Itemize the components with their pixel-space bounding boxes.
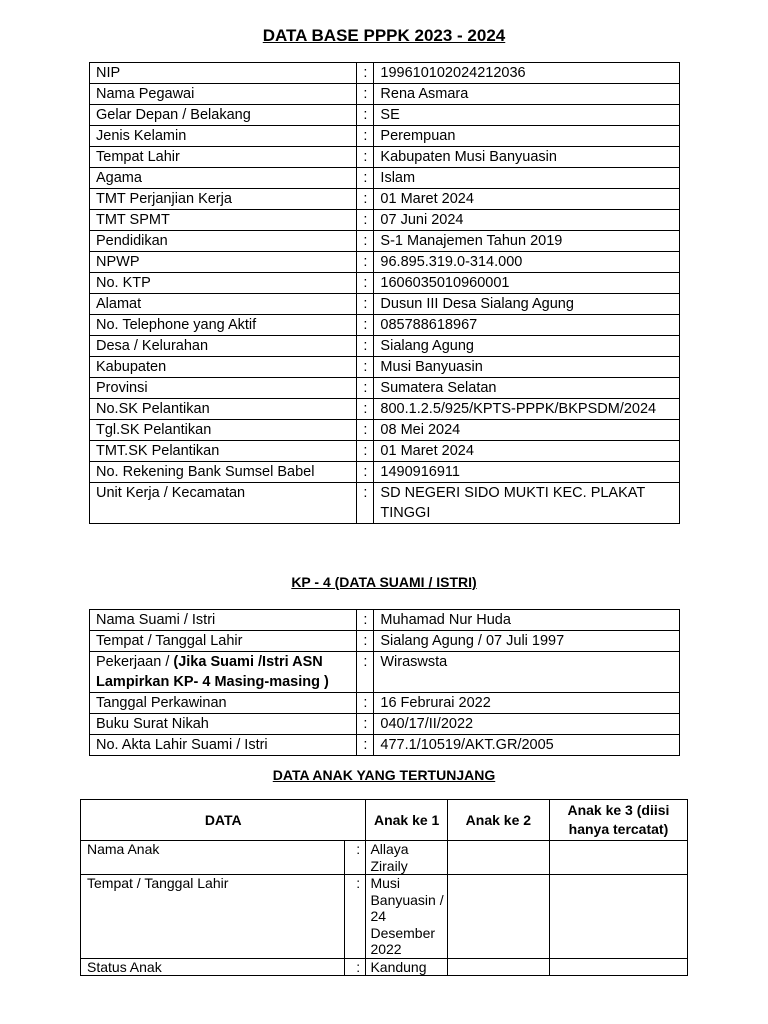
field-value: 1606035010960001 bbox=[374, 273, 680, 294]
table-row bbox=[81, 958, 688, 976]
colon-separator: : bbox=[357, 441, 374, 462]
table-row bbox=[90, 462, 680, 483]
field-value: Sumatera Selatan bbox=[374, 378, 680, 399]
table-row bbox=[90, 714, 680, 735]
children-header-row bbox=[81, 800, 688, 841]
field-label: TMT Perjanjian Kerja bbox=[90, 189, 357, 210]
colon-separator: : bbox=[357, 126, 374, 147]
field-value: Musi Banyuasin bbox=[374, 357, 680, 378]
table-row bbox=[90, 273, 680, 294]
table-row bbox=[90, 735, 680, 756]
field-label: Agama bbox=[90, 168, 357, 189]
field-value: 16 Februrai 2022 bbox=[374, 693, 680, 714]
colon-separator: : bbox=[357, 714, 374, 735]
colon-separator: : bbox=[357, 610, 374, 631]
header-anak-1: Anak ke 1 bbox=[366, 800, 447, 841]
anak-1-value: Allaya Ziraily bbox=[366, 841, 447, 875]
field-value: 07 Juni 2024 bbox=[374, 210, 680, 231]
colon-separator: : bbox=[357, 483, 374, 524]
field-value: 040/17/II/2022 bbox=[374, 714, 680, 735]
field-value: Kabupaten Musi Banyuasin bbox=[374, 147, 680, 168]
field-label bbox=[90, 714, 357, 735]
field-label: Gelar Depan / Belakang bbox=[90, 105, 357, 126]
table-row bbox=[90, 652, 680, 693]
colon-separator: : bbox=[357, 357, 374, 378]
colon-separator: : bbox=[357, 420, 374, 441]
field-label-text: No. Akta Lahir Suami / Istri bbox=[96, 737, 268, 753]
field-value: SE bbox=[374, 105, 680, 126]
field-value: 01 Maret 2024 bbox=[374, 441, 680, 462]
field-value: 085788618967 bbox=[374, 315, 680, 336]
colon-separator: : bbox=[357, 294, 374, 315]
field-value: Sialang Agung bbox=[374, 336, 680, 357]
field-label: Pendidikan bbox=[90, 231, 357, 252]
field-label: Nama Pegawai bbox=[90, 84, 357, 105]
field-label-text: Buku Surat Nikah bbox=[96, 716, 209, 732]
field-label-text: Pekerjaan / bbox=[96, 654, 174, 670]
table-row bbox=[90, 315, 680, 336]
field-value: 08 Mei 2024 bbox=[374, 420, 680, 441]
table-row bbox=[81, 841, 688, 875]
field-label: NIP bbox=[90, 63, 357, 84]
table-row bbox=[90, 357, 680, 378]
table-row bbox=[90, 631, 680, 652]
employee-data-table bbox=[89, 62, 680, 524]
field-label bbox=[90, 631, 357, 652]
field-label: Provinsi bbox=[90, 378, 357, 399]
table-row bbox=[90, 294, 680, 315]
field-label bbox=[90, 652, 357, 693]
table-row bbox=[90, 105, 680, 126]
field-value: Wiraswsta bbox=[374, 652, 680, 693]
field-value: 477.1/10519/AKT.GR/2005 bbox=[374, 735, 680, 756]
table-row bbox=[90, 336, 680, 357]
field-label bbox=[90, 735, 357, 756]
colon-separator: : bbox=[357, 252, 374, 273]
colon-separator: : bbox=[344, 841, 366, 875]
anak-2-value bbox=[447, 875, 549, 959]
field-value: Sialang Agung / 07 Juli 1997 bbox=[374, 631, 680, 652]
colon-separator: : bbox=[357, 378, 374, 399]
field-label: Tempat / Tanggal Lahir bbox=[81, 875, 345, 959]
header-anak-2: Anak ke 2 bbox=[447, 800, 549, 841]
children-data-table bbox=[80, 799, 688, 976]
field-label bbox=[90, 610, 357, 631]
field-label: Status Anak bbox=[81, 958, 345, 976]
page-title: DATA BASE PPPK 2023 - 2024 bbox=[262, 26, 506, 45]
anak-1-value: Musi Banyuasin / 24 Desember 2022 bbox=[366, 875, 447, 959]
field-label: Tgl.SK Pelantikan bbox=[90, 420, 357, 441]
colon-separator: : bbox=[357, 105, 374, 126]
children-section-title: DATA ANAK YANG TERTUNJANG bbox=[272, 767, 496, 783]
colon-separator: : bbox=[357, 168, 374, 189]
colon-separator: : bbox=[357, 147, 374, 168]
table-row bbox=[90, 420, 680, 441]
field-value: 01 Maret 2024 bbox=[374, 189, 680, 210]
field-label: Nama Anak bbox=[81, 841, 345, 875]
field-label: Tempat Lahir bbox=[90, 147, 357, 168]
field-value: 1490916911 bbox=[374, 462, 680, 483]
table-row bbox=[90, 126, 680, 147]
field-label: No. KTP bbox=[90, 273, 357, 294]
table-row bbox=[90, 84, 680, 105]
field-label: NPWP bbox=[90, 252, 357, 273]
colon-separator: : bbox=[357, 336, 374, 357]
anak-2-value bbox=[447, 841, 549, 875]
table-row bbox=[90, 252, 680, 273]
header-anak-3: Anak ke 3 (diisi hanya tercatat) bbox=[549, 800, 687, 841]
table-row bbox=[90, 483, 680, 524]
field-value: Rena Asmara bbox=[374, 84, 680, 105]
table-row bbox=[90, 378, 680, 399]
spouse-data-table bbox=[89, 609, 680, 756]
table-row bbox=[90, 610, 680, 631]
field-value: 96.895.319.0-314.000 bbox=[374, 252, 680, 273]
field-label: Desa / Kelurahan bbox=[90, 336, 357, 357]
field-value: Islam bbox=[374, 168, 680, 189]
colon-separator: : bbox=[357, 231, 374, 252]
anak-2-value bbox=[447, 958, 549, 976]
anak-3-value bbox=[549, 841, 687, 875]
colon-separator: : bbox=[357, 631, 374, 652]
field-label-text: Tanggal Perkawinan bbox=[96, 695, 227, 711]
field-label: No. Rekening Bank Sumsel Babel bbox=[90, 462, 357, 483]
colon-separator: : bbox=[357, 735, 374, 756]
colon-separator: : bbox=[344, 875, 366, 959]
field-label: Unit Kerja / Kecamatan bbox=[90, 483, 357, 524]
colon-separator: : bbox=[357, 315, 374, 336]
field-label-text: Nama Suami / Istri bbox=[96, 612, 216, 628]
table-row bbox=[81, 875, 688, 959]
field-label: No. Telephone yang Aktif bbox=[90, 315, 357, 336]
colon-separator: : bbox=[357, 273, 374, 294]
colon-separator: : bbox=[357, 189, 374, 210]
colon-separator: : bbox=[344, 958, 366, 976]
colon-separator: : bbox=[357, 210, 374, 231]
field-value: Perempuan bbox=[374, 126, 680, 147]
field-value: Dusun III Desa Sialang Agung bbox=[374, 294, 680, 315]
table-row bbox=[90, 63, 680, 84]
colon-separator: : bbox=[357, 399, 374, 420]
colon-separator: : bbox=[357, 84, 374, 105]
table-row bbox=[90, 693, 680, 714]
anak-3-value bbox=[549, 875, 687, 959]
field-value: 199610102024212036 bbox=[374, 63, 680, 84]
table-row bbox=[90, 147, 680, 168]
table-row bbox=[90, 441, 680, 462]
field-label: Jenis Kelamin bbox=[90, 126, 357, 147]
table-row bbox=[90, 168, 680, 189]
field-value: 800.1.2.5/925/KPTS-PPPK/BKPSDM/2024 bbox=[374, 399, 680, 420]
field-label-note: (Jika Suami /Istri ASN Lampirkan KP- 4 Masing-masing ) bbox=[96, 654, 329, 690]
field-value: S-1 Manajemen Tahun 2019 bbox=[374, 231, 680, 252]
field-label: TMT SPMT bbox=[90, 210, 357, 231]
colon-separator: : bbox=[357, 63, 374, 84]
field-label bbox=[90, 693, 357, 714]
table-row bbox=[90, 399, 680, 420]
field-value: Muhamad Nur Huda bbox=[374, 610, 680, 631]
field-label: No.SK Pelantikan bbox=[90, 399, 357, 420]
colon-separator: : bbox=[357, 652, 374, 693]
field-label: TMT.SK Pelantikan bbox=[90, 441, 357, 462]
colon-separator: : bbox=[357, 462, 374, 483]
anak-1-value: Kandung bbox=[366, 958, 447, 976]
field-label-text: Tempat / Tanggal Lahir bbox=[96, 633, 243, 649]
header-data: DATA bbox=[81, 800, 366, 841]
table-row bbox=[90, 189, 680, 210]
anak-3-value bbox=[549, 958, 687, 976]
table-row bbox=[90, 210, 680, 231]
field-label: Alamat bbox=[90, 294, 357, 315]
colon-separator: : bbox=[357, 693, 374, 714]
spouse-section-title: KP - 4 (DATA SUAMI / ISTRI) bbox=[291, 574, 477, 590]
field-label: Kabupaten bbox=[90, 357, 357, 378]
field-value: SD NEGERI SIDO MUKTI KEC. PLAKAT TINGGI bbox=[374, 483, 680, 524]
table-row bbox=[90, 231, 680, 252]
